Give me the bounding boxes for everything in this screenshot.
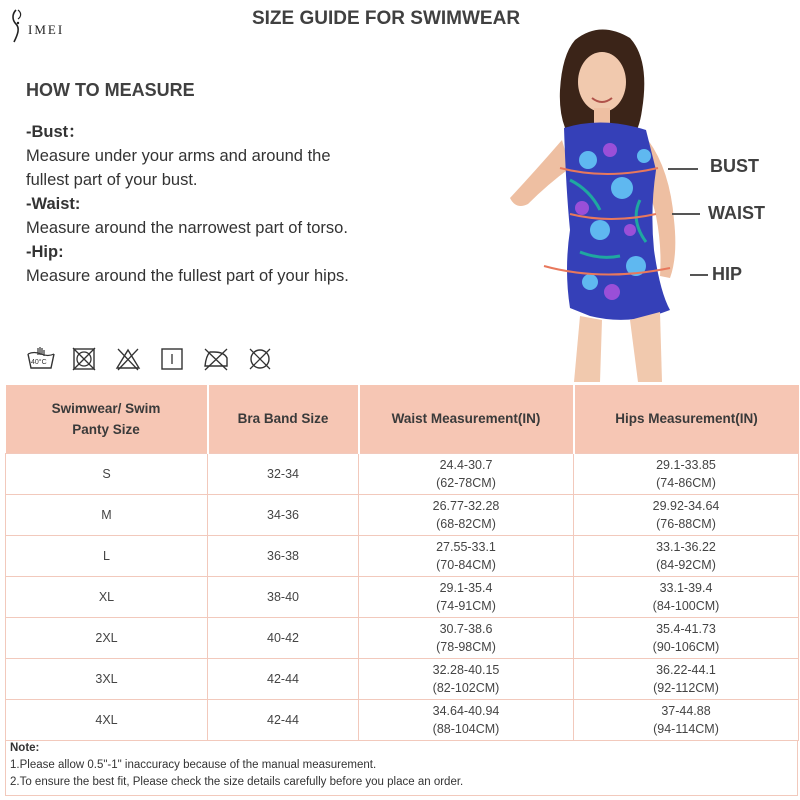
waist-cell: 26.77-32.28 (68-82CM) (359, 494, 574, 535)
bust-text: Measure under your arms and around the fullest part of your bust. (26, 147, 331, 189)
waist-cell: 27.55-33.1 (70-84CM) (359, 535, 574, 576)
do-not-bleach-icon (114, 346, 158, 374)
page-title: SIZE GUIDE FOR SWIMWEAR (251, 8, 521, 29)
size-cell: 3XL (6, 658, 208, 699)
hand-wash-40-icon: 40°C (26, 346, 70, 374)
line-dry-icon (158, 346, 202, 374)
bust-pointer (668, 168, 698, 170)
size-cell: XL (6, 576, 208, 617)
waist-cell: 29.1-35.4 (74-91CM) (359, 576, 574, 617)
waist-cell: 30.7-38.6 (78-98CM) (359, 617, 574, 658)
table-header-row (6, 385, 799, 453)
waist-cell: 34.64-40.94 (88-104CM) (359, 699, 574, 740)
hips-cell: 36.22-44.1 (92-112CM) (574, 658, 799, 699)
hip-callout: HIP (712, 264, 743, 284)
size-cell: M (6, 494, 208, 535)
hips-cell: 29.1-33.85 (74-86CM) (574, 453, 799, 494)
band-cell: 34-36 (208, 494, 359, 535)
size-cell: 4XL (6, 699, 208, 740)
do-not-dry-clean-icon (246, 346, 290, 374)
table-row (6, 535, 799, 576)
bust-label: -Bust： (26, 123, 85, 141)
size-cell: 2XL (6, 617, 208, 658)
band-cell: 42-44 (208, 658, 359, 699)
do-not-tumble-dry-icon (70, 346, 114, 374)
table-row (6, 617, 799, 658)
band-cell: 32-34 (208, 453, 359, 494)
hip-text: Measure around the fullest part of your hips. (26, 267, 349, 285)
measure-instructions (26, 120, 366, 288)
header-bra-band: Bra Band Size (208, 385, 359, 453)
size-cell: L (6, 535, 208, 576)
notes (10, 740, 463, 791)
header-waist: Waist Measurement(IN) (359, 385, 574, 453)
waist-callout: WAIST (708, 203, 765, 223)
size-cell: S (6, 453, 208, 494)
note-line-2: 2.To ensure the best fit, Please check the size details carefully before you place an order. (10, 776, 464, 788)
do-not-iron-icon (202, 346, 246, 374)
table-row (6, 699, 799, 740)
hips-cell: 29.92-34.64 (76-88CM) (574, 494, 799, 535)
waist-cell: 24.4-30.7 (62-78CM) (359, 453, 574, 494)
care-icons (26, 346, 290, 374)
bust-callout: BUST (710, 156, 759, 176)
hip-label: -Hip: (26, 243, 64, 261)
notes-title: Note: (10, 742, 40, 754)
hips-cell: 33.1-36.22 (84-92CM) (574, 535, 799, 576)
brand-logo (8, 8, 68, 44)
waist-cell: 32.28-40.15 (82-102CM) (359, 658, 574, 699)
band-cell: 38-40 (208, 576, 359, 617)
note-line-1: 1.Please allow 0.5"-1" inaccuracy because of the manual measurement. (10, 759, 377, 771)
waist-text: Measure around the narrowest part of torso. (26, 219, 348, 237)
hips-cell: 37-44.88 (94-114CM) (574, 699, 799, 740)
table-row (6, 494, 799, 535)
hips-cell: 35.4-41.73 (90-106CM) (574, 617, 799, 658)
hips-cell: 33.1-39.4 (84-100CM) (574, 576, 799, 617)
how-to-heading: HOW TO MEASURE (26, 80, 195, 100)
table-row (6, 576, 799, 617)
header-size: Swimwear/ Swim Panty Size (6, 385, 208, 453)
band-cell: 42-44 (208, 699, 359, 740)
table-row (6, 453, 799, 494)
table-row (6, 658, 799, 699)
model-photo (470, 20, 710, 382)
waist-pointer (672, 213, 700, 215)
band-cell: 36-38 (208, 535, 359, 576)
waist-label: -Waist: (26, 195, 81, 213)
logo-text: IMEI (28, 22, 65, 37)
size-table (5, 385, 799, 741)
header-hips: Hips Measurement(IN) (574, 385, 799, 453)
hip-pointer (690, 274, 708, 276)
band-cell: 40-42 (208, 617, 359, 658)
